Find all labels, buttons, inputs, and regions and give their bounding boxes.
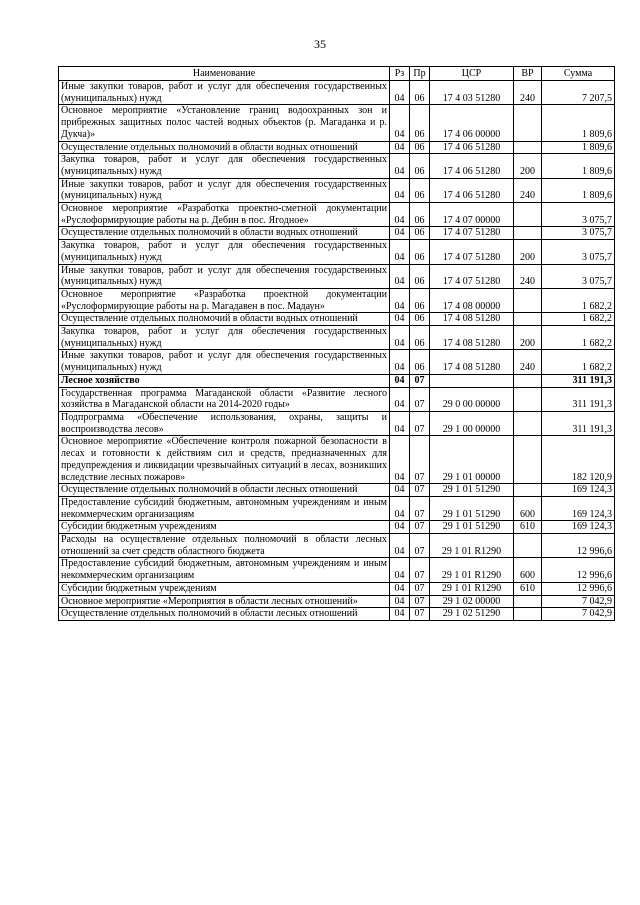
cell-pr: 07 — [410, 387, 430, 411]
cell-pr: 06 — [410, 288, 430, 312]
cell-sum: 7 042,9 — [542, 595, 615, 608]
cell-rz: 04 — [390, 178, 410, 202]
cell-csr: 17 4 08 51280 — [430, 326, 514, 350]
cell-pr: 06 — [410, 240, 430, 264]
cell-csr: 17 4 08 00000 — [430, 288, 514, 312]
cell-vr: 240 — [514, 81, 542, 105]
cell-csr: 29 1 01 R1290 — [430, 558, 514, 582]
cell-pr: 07 — [410, 595, 430, 608]
cell-csr: 17 4 08 51280 — [430, 313, 514, 326]
cell-csr: 17 4 07 00000 — [430, 203, 514, 227]
cell-csr: 29 1 01 51290 — [430, 521, 514, 534]
table-row — [59, 608, 615, 621]
cell-pr: 07 — [410, 436, 430, 484]
table-row — [59, 534, 615, 558]
table-row — [59, 326, 615, 350]
cell-name: Закупка товаров, работ и услуг для обеспечения государственных (муниципальных) нужд — [59, 326, 390, 350]
table-row — [59, 240, 615, 264]
cell-sum: 3 075,7 — [542, 240, 615, 264]
cell-rz: 04 — [390, 240, 410, 264]
cell-sum: 1 809,6 — [542, 154, 615, 178]
cell-rz: 04 — [390, 227, 410, 240]
cell-name: Основное мероприятие «Мероприятия в области лесных отношений» — [59, 595, 390, 608]
cell-vr — [514, 595, 542, 608]
cell-pr: 07 — [410, 484, 430, 497]
cell-csr: 17 4 06 51280 — [430, 178, 514, 202]
cell-sum: 1 682,2 — [542, 288, 615, 312]
table-row — [59, 105, 615, 141]
header-pr: Пр — [410, 67, 430, 81]
cell-name: Иные закупки товаров, работ и услуг для обеспечения государственных (муниципальных) нужд — [59, 81, 390, 105]
cell-name: Основное мероприятие «Установление границ водоохранных зон и прибрежных защитных полос частей водных объектов (р. Магаданка и р. Дукча)» — [59, 105, 390, 141]
table-row — [59, 203, 615, 227]
cell-name: Основное мероприятие «Разработка проектно-сметной документации «Руслоформирующие работы на р. Дебин в пос. Ягодное» — [59, 203, 390, 227]
header-sum: Сумма — [542, 67, 615, 81]
cell-name: Осуществление отдельных полномочий в области водных отношений — [59, 227, 390, 240]
page-number: 35 — [314, 37, 326, 51]
cell-vr: 240 — [514, 350, 542, 374]
cell-name: Предоставление субсидий бюджетным, автономным учреждениям и иным некоммерческим организациям — [59, 496, 390, 520]
cell-sum: 7 042,9 — [542, 608, 615, 621]
cell-rz: 04 — [390, 154, 410, 178]
table-row — [59, 227, 615, 240]
cell-csr: 17 4 07 51280 — [430, 240, 514, 264]
cell-csr: 29 1 00 00000 — [430, 411, 514, 435]
cell-vr — [514, 141, 542, 154]
table-row — [59, 521, 615, 534]
cell-name: Государственная программа Магаданской области «Развитие лесного хозяйства в Магаданской области на 2014-2020 годы» — [59, 387, 390, 411]
cell-name: Основное мероприятие «Обеспечение контроля пожарной безопасности в лесах и готовности к действиям сил и средств, предназначенных для предупреждения и ликвидации чрезвычайных ситуаций в лесах, возникших вследствие лесных пожаров» — [59, 436, 390, 484]
table-row — [59, 264, 615, 288]
cell-vr — [514, 313, 542, 326]
table-row — [59, 484, 615, 497]
cell-rz: 04 — [390, 374, 410, 387]
cell-pr: 06 — [410, 350, 430, 374]
cell-pr: 06 — [410, 313, 430, 326]
cell-rz: 04 — [390, 496, 410, 520]
header-rz: Рз — [390, 67, 410, 81]
cell-sum: 12 996,6 — [542, 534, 615, 558]
cell-csr: 29 1 01 R1290 — [430, 582, 514, 595]
cell-pr: 06 — [410, 326, 430, 350]
cell-rz: 04 — [390, 313, 410, 326]
cell-name: Предоставление субсидий бюджетным, автономным учреждениям и иным некоммерческим организациям — [59, 558, 390, 582]
cell-rz: 04 — [390, 350, 410, 374]
table-row — [59, 154, 615, 178]
cell-name: Осуществление отдельных полномочий в области лесных отношений — [59, 484, 390, 497]
cell-sum: 12 996,6 — [542, 558, 615, 582]
cell-rz: 04 — [390, 521, 410, 534]
cell-csr: 17 4 06 51280 — [430, 154, 514, 178]
cell-csr: 17 4 08 51280 — [430, 350, 514, 374]
cell-sum: 169 124,3 — [542, 484, 615, 497]
cell-sum: 1 809,6 — [542, 178, 615, 202]
table-row — [59, 595, 615, 608]
cell-pr: 06 — [410, 81, 430, 105]
cell-name: Расходы на осуществление отдельных полномочий в области лесных отношений за счет средств областного бюджета — [59, 534, 390, 558]
cell-sum: 182 120,9 — [542, 436, 615, 484]
header-name: Наименование — [59, 67, 390, 81]
cell-name: Осуществление отдельных полномочий в области водных отношений — [59, 141, 390, 154]
table-row — [59, 496, 615, 520]
cell-rz: 04 — [390, 326, 410, 350]
cell-rz: 04 — [390, 387, 410, 411]
cell-sum: 311 191,3 — [542, 411, 615, 435]
cell-csr: 29 1 02 51290 — [430, 608, 514, 621]
cell-name: Закупка товаров, работ и услуг для обеспечения государственных (муниципальных) нужд — [59, 240, 390, 264]
cell-rz: 04 — [390, 288, 410, 312]
cell-name: Субсидии бюджетным учреждениям — [59, 582, 390, 595]
cell-name: Иные закупки товаров, работ и услуг для обеспечения государственных (муниципальных) нужд — [59, 178, 390, 202]
cell-vr — [514, 436, 542, 484]
cell-vr — [514, 608, 542, 621]
cell-sum: 3 075,7 — [542, 264, 615, 288]
cell-vr: 610 — [514, 521, 542, 534]
cell-vr — [514, 374, 542, 387]
table-row — [59, 436, 615, 484]
cell-csr: 17 4 07 51280 — [430, 227, 514, 240]
cell-pr: 06 — [410, 227, 430, 240]
table-row — [59, 411, 615, 435]
cell-rz: 04 — [390, 534, 410, 558]
cell-name: Иные закупки товаров, работ и услуг для обеспечения государственных (муниципальных) нужд — [59, 350, 390, 374]
cell-vr: 200 — [514, 240, 542, 264]
cell-pr: 07 — [410, 582, 430, 595]
cell-csr: 17 4 03 51280 — [430, 81, 514, 105]
budget-table — [58, 66, 615, 621]
cell-pr: 07 — [410, 496, 430, 520]
cell-pr: 06 — [410, 203, 430, 227]
cell-name: Осуществление отдельных полномочий в области лесных отношений — [59, 608, 390, 621]
cell-name: Осуществление отдельных полномочий в области водных отношений — [59, 313, 390, 326]
cell-pr: 07 — [410, 411, 430, 435]
cell-csr: 29 0 00 00000 — [430, 387, 514, 411]
cell-pr: 06 — [410, 105, 430, 141]
cell-rz: 04 — [390, 203, 410, 227]
cell-vr — [514, 484, 542, 497]
cell-sum: 311 191,3 — [542, 374, 615, 387]
cell-vr — [514, 411, 542, 435]
cell-rz: 04 — [390, 436, 410, 484]
cell-csr: 29 1 01 51290 — [430, 484, 514, 497]
table-row — [59, 582, 615, 595]
cell-rz: 04 — [390, 141, 410, 154]
cell-csr — [430, 374, 514, 387]
cell-rz: 04 — [390, 558, 410, 582]
table-row — [59, 350, 615, 374]
table-row — [59, 387, 615, 411]
cell-vr: 610 — [514, 582, 542, 595]
cell-csr: 17 4 06 51280 — [430, 141, 514, 154]
cell-vr — [514, 534, 542, 558]
cell-vr: 600 — [514, 496, 542, 520]
cell-csr: 29 1 01 00000 — [430, 436, 514, 484]
cell-pr: 07 — [410, 558, 430, 582]
cell-vr: 240 — [514, 264, 542, 288]
cell-vr — [514, 105, 542, 141]
cell-sum: 7 207,5 — [542, 81, 615, 105]
header-csr: ЦСР — [430, 67, 514, 81]
cell-sum: 1 682,2 — [542, 326, 615, 350]
cell-pr: 07 — [410, 521, 430, 534]
table-row — [59, 374, 615, 387]
cell-sum: 169 124,3 — [542, 496, 615, 520]
cell-csr: 29 1 01 51290 — [430, 496, 514, 520]
cell-vr — [514, 288, 542, 312]
cell-rz: 04 — [390, 608, 410, 621]
cell-rz: 04 — [390, 484, 410, 497]
cell-rz: 04 — [390, 411, 410, 435]
cell-csr: 29 1 01 R1290 — [430, 534, 514, 558]
table-row — [59, 178, 615, 202]
cell-name: Лесное хозяйство — [59, 374, 390, 387]
table-row — [59, 558, 615, 582]
cell-name: Иные закупки товаров, работ и услуг для обеспечения государственных (муниципальных) нужд — [59, 264, 390, 288]
cell-vr — [514, 203, 542, 227]
cell-csr: 29 1 02 00000 — [430, 595, 514, 608]
table-row — [59, 81, 615, 105]
cell-name: Основное мероприятие «Разработка проектной документации «Руслоформирующие работы на р. Магадавен в пос. Мадаун» — [59, 288, 390, 312]
cell-sum: 12 996,6 — [542, 582, 615, 595]
cell-pr: 06 — [410, 141, 430, 154]
cell-rz: 04 — [390, 264, 410, 288]
cell-vr: 240 — [514, 178, 542, 202]
cell-sum: 1 682,2 — [542, 350, 615, 374]
cell-pr: 06 — [410, 264, 430, 288]
cell-vr — [514, 387, 542, 411]
cell-name: Закупка товаров, работ и услуг для обеспечения государственных (муниципальных) нужд — [59, 154, 390, 178]
table-row — [59, 313, 615, 326]
cell-pr: 06 — [410, 178, 430, 202]
cell-rz: 04 — [390, 105, 410, 141]
cell-csr: 17 4 06 00000 — [430, 105, 514, 141]
cell-sum: 1 809,6 — [542, 105, 615, 141]
cell-pr: 07 — [410, 608, 430, 621]
header-row — [59, 67, 615, 81]
cell-sum: 169 124,3 — [542, 521, 615, 534]
cell-csr: 17 4 07 51280 — [430, 264, 514, 288]
cell-sum: 311 191,3 — [542, 387, 615, 411]
table-row — [59, 141, 615, 154]
cell-sum: 1 809,6 — [542, 141, 615, 154]
cell-vr — [514, 227, 542, 240]
cell-pr: 07 — [410, 534, 430, 558]
cell-name: Субсидии бюджетным учреждениям — [59, 521, 390, 534]
cell-name: Подпрограмма «Обеспечение использования, охраны, защиты и воспроизводства лесов» — [59, 411, 390, 435]
cell-rz: 04 — [390, 582, 410, 595]
cell-vr: 200 — [514, 154, 542, 178]
cell-sum: 3 075,7 — [542, 203, 615, 227]
cell-pr: 06 — [410, 154, 430, 178]
cell-vr: 200 — [514, 326, 542, 350]
header-vr: ВР — [514, 67, 542, 81]
cell-vr: 600 — [514, 558, 542, 582]
cell-rz: 04 — [390, 81, 410, 105]
cell-rz: 04 — [390, 595, 410, 608]
cell-sum: 3 075,7 — [542, 227, 615, 240]
table-row — [59, 288, 615, 312]
cell-pr: 07 — [410, 374, 430, 387]
cell-sum: 1 682,2 — [542, 313, 615, 326]
